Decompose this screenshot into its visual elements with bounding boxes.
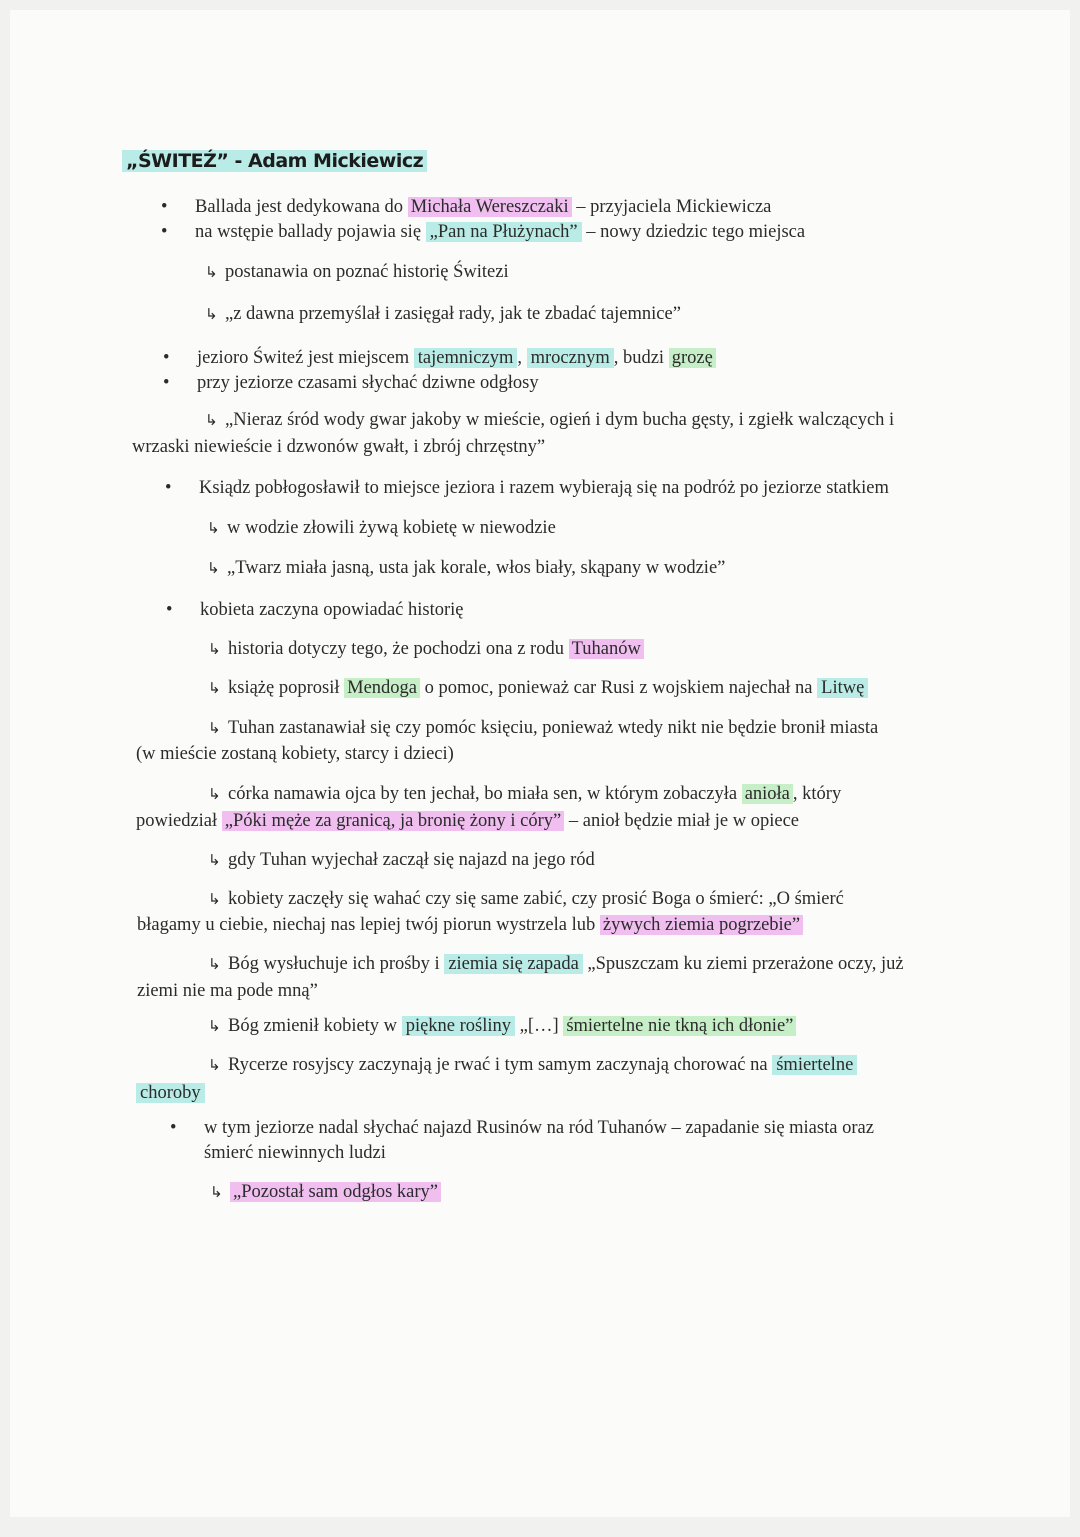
text: błagamy u ciebie, niechaj nas lepiej twój piorun wystrzela lub bbox=[137, 915, 600, 935]
highlight-pink: „Póki męże za granicą, ja bronię żony i córy” bbox=[222, 811, 564, 831]
text: , budzi bbox=[613, 348, 669, 368]
text: kobiety zaczęły się wahać czy się same zabić, czy prosić Boga o śmierć: „O śmierć bbox=[228, 889, 844, 909]
arrow-icon: ↳ bbox=[208, 890, 221, 908]
text: – przyjaciela Mickiewicza bbox=[571, 197, 772, 217]
text: powiedział bbox=[136, 811, 222, 831]
text: „[…] bbox=[515, 1016, 564, 1036]
title-highlight: „ŚWITEŹ” - Adam Mickiewicz bbox=[122, 150, 427, 172]
arrow-icon: ↳ bbox=[208, 640, 221, 658]
sub-point-continuation bbox=[136, 1081, 205, 1105]
bullet-lake-description bbox=[197, 346, 716, 370]
sub-point bbox=[208, 1014, 796, 1038]
text: z wojskiem najechał na bbox=[634, 678, 818, 698]
text: Rycerze rosyjscy zaczynają je rwać i tym samym zaczynają chorować na bbox=[228, 1055, 773, 1075]
sub-point-continuation: ziemi nie ma pode mną” bbox=[137, 981, 318, 1001]
sub-point bbox=[207, 556, 725, 580]
highlight-pink: „Pozostał sam odgłos kary” bbox=[230, 1182, 441, 1202]
text: kobieta zaczyna opowiadać historię bbox=[200, 600, 464, 620]
arrow-icon: ↳ bbox=[205, 263, 218, 281]
text: gdy Tuhan wyjechał zaczął się najazd na jego ród bbox=[228, 850, 595, 870]
sub-point bbox=[208, 887, 844, 911]
text: „z dawna przemyślał i zasięgał rady, jak te zbadać tajemnice” bbox=[225, 304, 681, 324]
sub-point bbox=[205, 302, 681, 326]
highlight-blue: ziemia się zapada bbox=[444, 954, 582, 974]
bullet-lake-sounds bbox=[204, 1116, 874, 1140]
text: – nowy dziedzic tego miejsca bbox=[581, 222, 806, 242]
notes-page bbox=[10, 10, 1070, 1517]
text: Ballada jest dedykowana do bbox=[195, 197, 408, 217]
text: Ksiądz pobłogosławił to miejsce jeziora i razem wybierają się na podróż po jeziorze statkiem bbox=[199, 478, 889, 498]
text: w tym jeziorze nadal słychać najazd Rusinów na ród Tuhanów – zapadanie się miasta oraz bbox=[204, 1118, 874, 1138]
text: przy jeziorze czasami słychać dziwne odgłosy bbox=[197, 373, 539, 393]
text: „Spuszczam ku ziemi przerażone oczy, już bbox=[582, 954, 904, 974]
sub-point bbox=[208, 848, 595, 872]
highlight-green: anioła bbox=[742, 784, 793, 804]
text: o pomoc, ponieważ bbox=[420, 678, 574, 698]
text: Bóg wysłuchuje ich prośby i bbox=[228, 954, 445, 974]
highlight-pink: Michała Wereszczaki bbox=[408, 197, 572, 217]
sub-point-continuation bbox=[136, 809, 799, 833]
text: w wodzie złowili żywą kobietę w niewodzie bbox=[227, 518, 556, 538]
sub-point bbox=[210, 1180, 441, 1204]
highlight-blue: tajemniczym bbox=[414, 348, 518, 368]
text: postanawia on poznać historię Świtezi bbox=[225, 262, 509, 282]
text: historia dotyczy tego, że pochodzi ona z rodu bbox=[228, 639, 569, 659]
sub-point bbox=[208, 676, 868, 700]
text: car Rusi bbox=[573, 678, 635, 698]
sub-point-continuation: (w mieście zostaną kobiety, starcy i dzieci) bbox=[136, 744, 454, 764]
page-title bbox=[122, 150, 427, 172]
arrow-icon: ↳ bbox=[205, 411, 218, 429]
arrow-icon: ↳ bbox=[208, 851, 221, 869]
arrow-icon: ↳ bbox=[207, 559, 220, 577]
highlight-blue: piękne rośliny bbox=[402, 1016, 515, 1036]
text: Bóg zmienił kobiety w bbox=[228, 1016, 402, 1036]
sub-point bbox=[208, 952, 904, 976]
text: książę poprosił bbox=[228, 678, 345, 698]
bullet-strange-sounds bbox=[197, 371, 539, 395]
sub-point bbox=[208, 637, 644, 661]
bullet-priest-blessing bbox=[199, 476, 889, 500]
highlight-green: śmiertelne nie tkną ich dłonie” bbox=[563, 1016, 796, 1036]
arrow-icon: ↳ bbox=[205, 305, 218, 323]
highlight-blue: choroby bbox=[136, 1083, 205, 1103]
bullet-continuation: śmierć niewinnych ludzi bbox=[204, 1143, 386, 1163]
text: – anioł będzie miał je w opiece bbox=[564, 811, 800, 831]
highlight-pink: Tuhanów bbox=[569, 639, 644, 659]
text: , bbox=[517, 348, 527, 368]
arrow-icon: ↳ bbox=[208, 1056, 221, 1074]
text: Tuhan zastanawiał się czy pomóc księciu, ponieważ wtedy nikt nie będzie bronił miasta bbox=[228, 718, 879, 738]
arrow-icon: ↳ bbox=[208, 719, 221, 737]
text: „Twarz miała jasną, usta jak korale, włos biały, skąpany w wodzie” bbox=[227, 558, 726, 578]
highlight-green: Mendoga bbox=[344, 678, 420, 698]
sub-point-continuation: wrzaski niewieście i dzwonów gwałt, i zbrój chrzęstny” bbox=[132, 437, 546, 457]
text: córka namawia ojca by ten jechał, bo miała sen, w którym zobaczyła bbox=[228, 784, 742, 804]
sub-point bbox=[208, 1053, 857, 1077]
highlight-blue: „Pan na Płużynach” bbox=[426, 222, 582, 242]
highlight-pink: żywych ziemia pogrzebie” bbox=[600, 915, 803, 935]
sub-point bbox=[205, 260, 509, 284]
highlight-blue: Litwę bbox=[817, 678, 868, 698]
sub-point bbox=[208, 782, 841, 806]
bullet-pan-na-pluzynach bbox=[195, 220, 805, 244]
arrow-icon: ↳ bbox=[207, 519, 220, 537]
arrow-icon: ↳ bbox=[210, 1183, 223, 1201]
text: , który bbox=[792, 784, 842, 804]
text: na wstępie ballady pojawia się bbox=[195, 222, 426, 242]
sub-point bbox=[207, 516, 556, 540]
arrow-icon: ↳ bbox=[208, 955, 221, 973]
sub-point bbox=[205, 408, 894, 432]
arrow-icon: ↳ bbox=[208, 1017, 221, 1035]
bullet-woman-story bbox=[200, 598, 464, 622]
bullet-dedication bbox=[195, 195, 771, 219]
sub-point bbox=[208, 716, 878, 740]
arrow-icon: ↳ bbox=[208, 679, 221, 697]
text: jezioro Świteź jest miejscem bbox=[197, 348, 414, 368]
highlight-green: grozę bbox=[669, 348, 716, 368]
arrow-icon: ↳ bbox=[208, 785, 221, 803]
text: „Nieraz śród wody gwar jakoby w mieście, ogień i dym bucha gęsty, i zgiełk walczących i bbox=[225, 410, 895, 430]
highlight-blue: śmiertelne bbox=[772, 1055, 857, 1075]
highlight-blue: mrocznym bbox=[527, 348, 614, 368]
sub-point-continuation bbox=[137, 913, 803, 937]
